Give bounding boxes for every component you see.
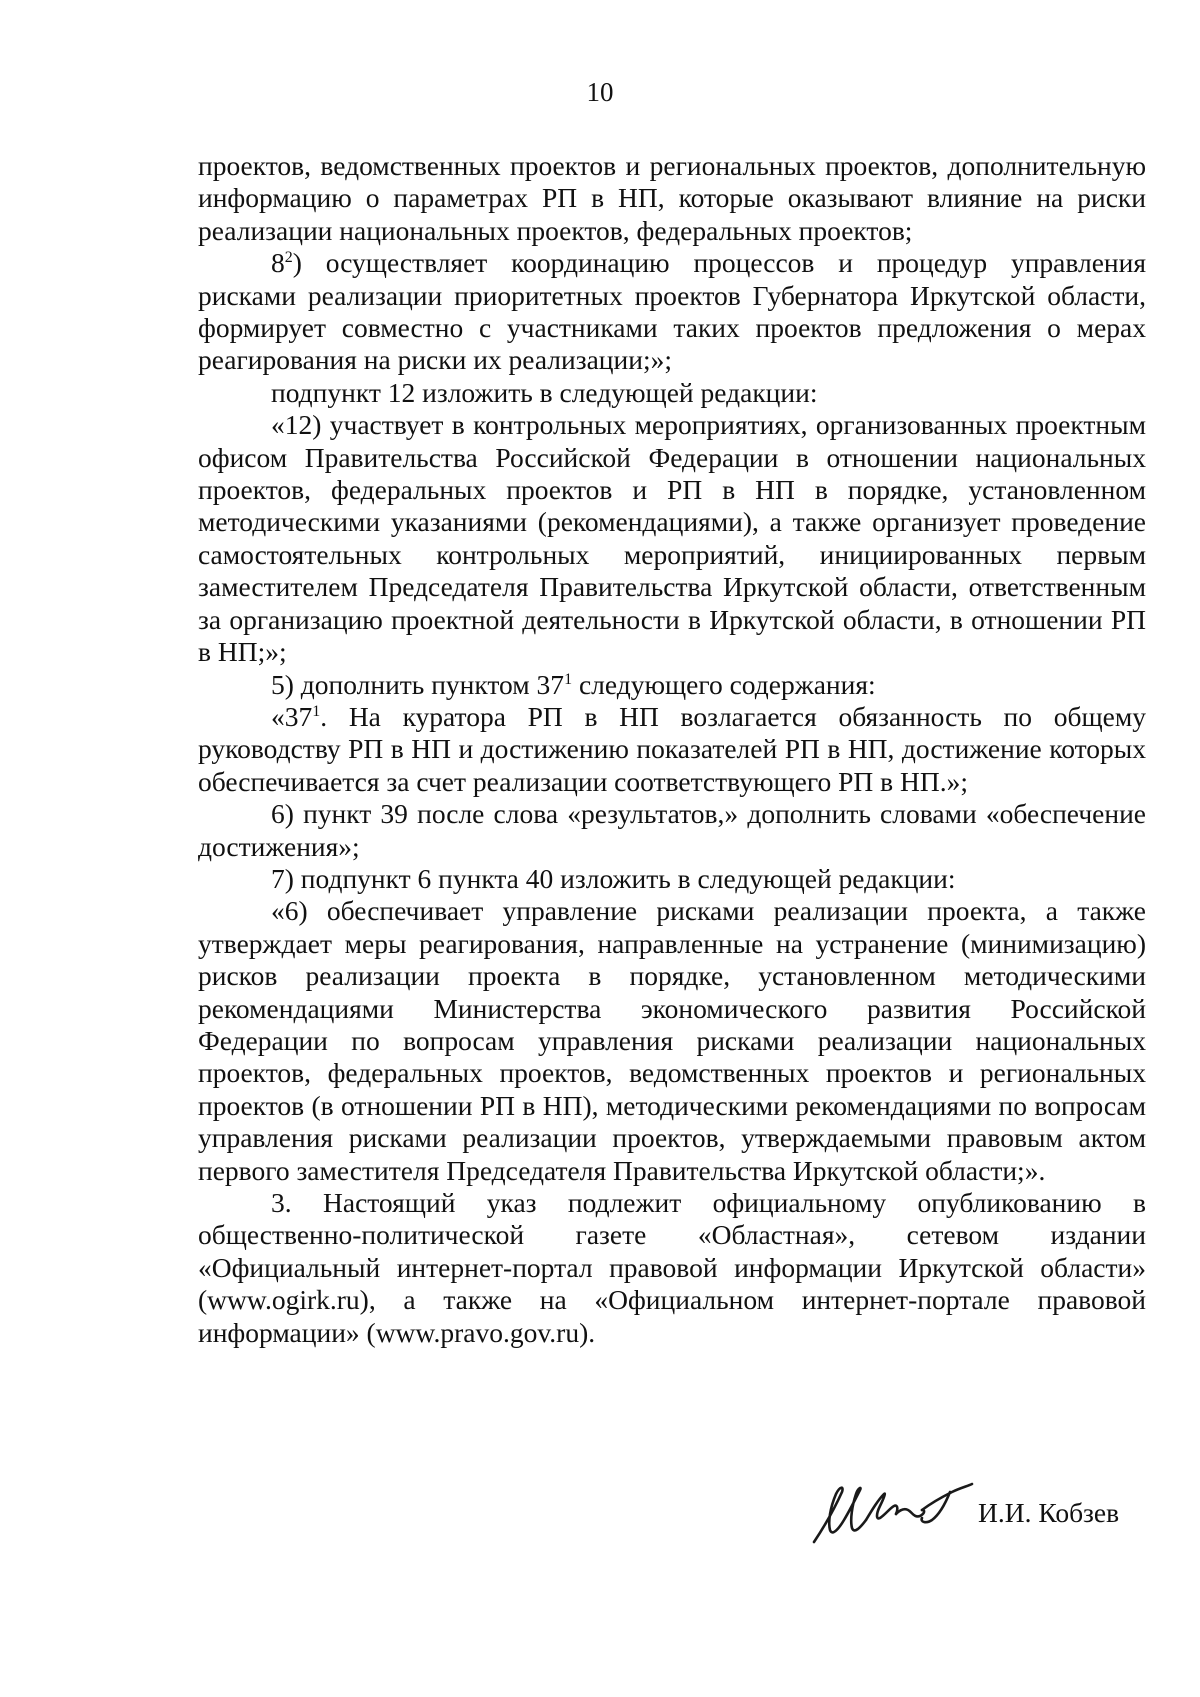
paragraph-publication: 3. Настоящий указ подлежит официальному опубликованию в общественно-политической газете «Областная», сетевом издании «Официальный интернет-портал правовой информации Иркутской области» (www.ogirk.ru), а также на «Официальном интернет-портале правовой информации» (www.pravo.gov.ru). [198,1187,1146,1348]
paragraph-projects-continuation: проектов, ведомственных проектов и региональных проектов, дополнительную информацию о параметрах РП в НП, которые оказывают влияние на риски реализации национальных проектов, федеральных проектов; [198,150,1146,246]
superscript-1: 1 [312,702,321,720]
document-body [198,150,1146,1349]
signer-name: И.И. Кобзев [978,1497,1120,1528]
paragraph-item-8-2: $8^2$) осуществляет координацию процессов и процедур управления рисками реализации приоритетных проектов Губернатора Иркутской области, формирует совместно с участниками таких проектов предложения о мерах реагирования на риски их реализации;»; [198,247,1146,376]
signature-block [800,1470,1160,1550]
handwritten-signature-icon [800,1470,975,1550]
paragraph-item-37-1: «$37^1$. На куратора РП в НП возлагается обязанность по общему руководству РП в НП и достижению показателей РП в НП, достижение которых обеспечивается за счет реализации соответствующего РП в НП.»; [198,700,1146,797]
paragraph-subitem-6: «6) обеспечивает управление рисками реализации проекта, а также утверждает меры реагирования, направленные на устранение (минимизацию) рисков реализации проекта в порядке, установленном методическими рекомендациями Министерства экономического развития Российской Федерации по вопросам управления рисками реализации национальных проектов, федеральных проектов, ведомственных проектов и региональных проектов (в отношении РП в НП), методическими рекомендациями по вопросам управления рисками реализации проектов, утверждаемыми правовым актом первого заместителя Председателя Правительства Иркутской области;». [198,895,1146,1186]
paragraph-amendment-6: 6) пункт 39 после слова «результатов,» дополнить словами «обеспечение достижения»; [198,798,1146,862]
superscript-2: 2 [284,249,293,267]
paragraph-amendment-7: 7) подпункт 6 пункта 40 изложить в следующей редакции: [271,862,956,894]
superscript-1: 1 [564,670,573,688]
paragraph-subitem-12: «12) участвует в контрольных мероприятиях, организованных проектным офисом Правительства Российской Федерации в отношении национальных проектов, федеральных проектов и РП в НП в порядке, установленном методическими указаниями (рекомендациями), а также организует проведение самостоятельных контрольных мероприятий, инициированных первым заместителем Председателя Правительства Иркутской области, ответственным за организацию проектной деятельности в Иркутской области, в отношении РП в НП;»; [198,409,1146,668]
page-number: 10 [586,77,614,107]
paragraph-amendment-5: 5) дополнить пунктом $37^1$ следующего содержания: [271,668,876,700]
paragraph-subitem-12-intro: подпункт 12 изложить в следующей редакции: [271,376,818,408]
